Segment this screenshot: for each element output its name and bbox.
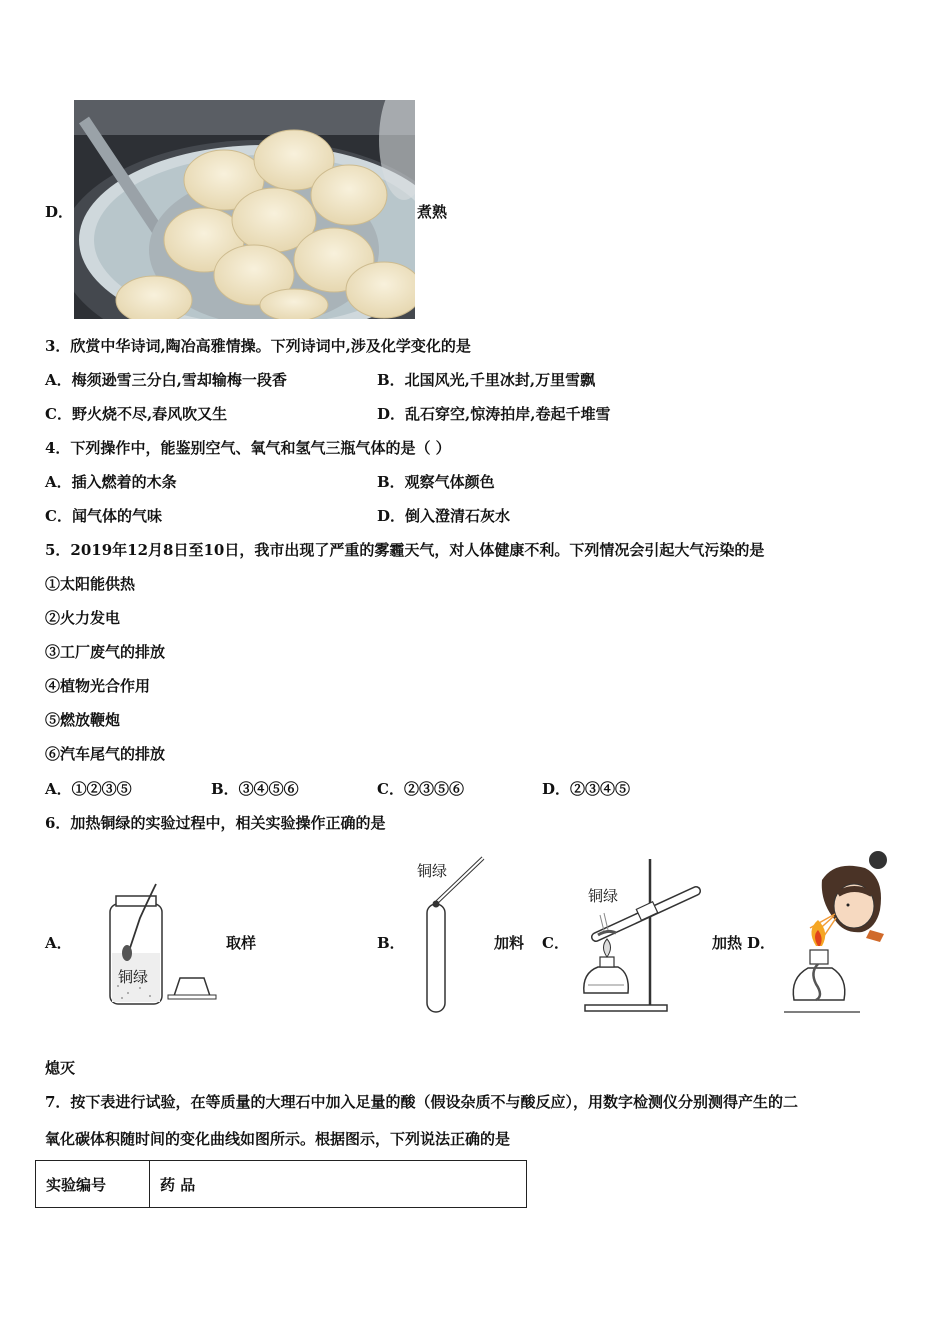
q5-item: ⑥汽车尾气的排放 <box>45 745 166 763</box>
q5-option-d: D．②③④⑤ <box>542 780 631 798</box>
q5-item: ③工厂废气的排放 <box>45 643 166 661</box>
q6-option-a-caption: 取样 <box>226 934 257 952</box>
table-header-cell: 实验编号 <box>36 1161 150 1208</box>
q4-stem: 4．下列操作中，能鉴别空气、氧气和氢气三瓶气体的是（ ） <box>45 439 451 457</box>
q6-a-figure-label: 铜绿 <box>118 968 149 986</box>
q5-stem: 5．2019年12月8日至10日，我市出现了严重的雾霾天气，对人体健康不利。下列情况会引起大气污染的是 <box>45 541 765 559</box>
sampling-figure <box>100 878 225 1008</box>
q7-stem-line2: 氧化碳体积随时间的变化曲线如图所示。根据图示，下列说法正确的是 <box>45 1130 511 1148</box>
table-row <box>36 1161 527 1208</box>
q5-option-c: C．②③⑤⑥ <box>377 780 464 798</box>
q4-option-a: A．插入燃着的木条 <box>45 473 177 491</box>
q7-table <box>35 1160 527 1208</box>
q6-option-b-caption: 加料 <box>494 934 525 952</box>
q3-option-d: D．乱石穿空,惊涛拍岸,卷起千堆雪 <box>377 405 611 423</box>
q6-option-d-caption: 熄灭 <box>45 1059 76 1077</box>
q6-stem: 6．加热铜绿的实验过程中，相关实验操作正确的是 <box>45 814 386 832</box>
q5-option-a: A．①②③⑤ <box>45 780 132 798</box>
table-header-cell: 药 品 <box>150 1161 527 1208</box>
q4-option-d: D．倒入澄清石灰水 <box>377 507 511 525</box>
q2-option-d-caption: 煮熟 <box>417 203 448 221</box>
q3-stem: 3．欣赏中华诗词,陶冶高雅情操。下列诗词中,涉及化学变化的是 <box>45 337 471 355</box>
extinguishing-figure <box>780 850 890 1020</box>
q6-option-b-label: B． <box>377 934 405 952</box>
q5-item: ④植物光合作用 <box>45 677 151 695</box>
q3-option-c: C．野火烧不尽,春风吹又生 <box>45 405 228 423</box>
q3-option-a: A．梅须逊雪三分白,雪却输梅一段香 <box>45 371 287 389</box>
q6-b-figure-label: 铜绿 <box>417 862 448 880</box>
q7-stem-line1: 7．按下表进行试验，在等质量的大理石中加入足量的酸（假设杂质不与酸反应），用数字检测仪分别测得产生的二 <box>45 1093 798 1111</box>
q5-item: ⑤燃放鞭炮 <box>45 711 121 729</box>
q4-option-c: C．闻气体的气味 <box>45 507 162 525</box>
q6-option-d-label: D． <box>747 934 776 952</box>
q6-option-c-caption: 加热 <box>712 934 743 952</box>
q4-option-b: B．观察气体颜色 <box>377 473 495 491</box>
dumplings-photo <box>74 100 415 319</box>
heating-figure <box>578 855 708 1017</box>
q5-item: ①太阳能供热 <box>45 575 136 593</box>
q6-option-a-label: A． <box>45 934 72 952</box>
q5-option-b: B．③④⑤⑥ <box>211 780 299 798</box>
q5-item: ②火力发电 <box>45 609 121 627</box>
q3-option-b: B．北国风光,千里冰封,万里雪飘 <box>377 371 596 389</box>
q2-option-d-label: D． <box>45 203 74 221</box>
q6-option-c-label: C． <box>542 934 569 952</box>
q6-c-figure-label: 铜绿 <box>588 887 619 905</box>
